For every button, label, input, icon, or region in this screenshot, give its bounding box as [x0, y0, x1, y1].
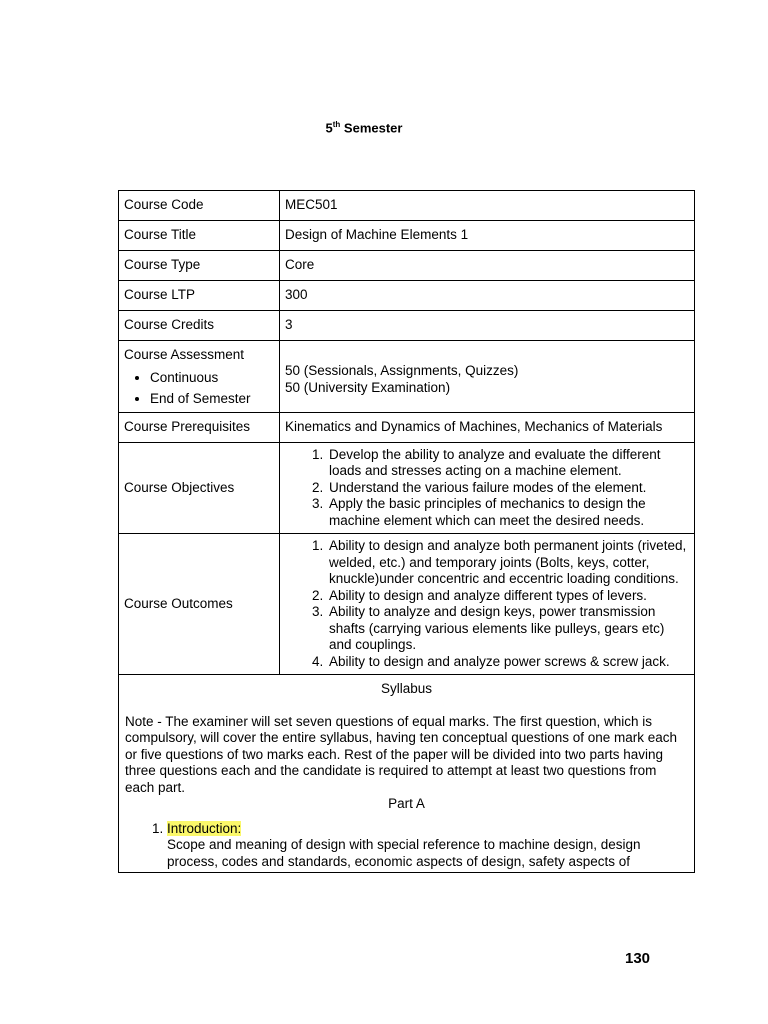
course-assessment-label: Course Assessment: [124, 347, 245, 362]
assessment-list: [124, 367, 274, 409]
topic-description: Scope and meaning of design with special reference to machine design, design process, codes and standards, economic aspects of design, safety aspects of: [167, 837, 641, 869]
course-code-value: MEC501: [280, 191, 695, 221]
course-credits-label: Course Credits: [119, 311, 280, 341]
list-item: 3. Apply the basic principles of mechanics to design the machine element which can meet the desired needs.: [327, 496, 689, 529]
syllabus-topic-list: [125, 821, 688, 871]
row-course-credits: [119, 311, 695, 341]
row-course-objectives: [119, 442, 695, 534]
list-item: 2. Ability to design and analyze different types of levers.: [327, 588, 689, 605]
syllabus-note: [125, 714, 688, 797]
course-outcomes-label: Course Outcomes: [119, 534, 280, 675]
objectives-list: [285, 447, 689, 530]
row-course-outcomes: [119, 534, 695, 675]
course-code-label: Course Code: [119, 191, 280, 221]
course-ltp-value: 300: [280, 281, 695, 311]
assessment-item-continuous: • Continuous: [150, 367, 274, 388]
course-type-label: Course Type: [119, 251, 280, 281]
course-assessment-cell: [119, 341, 280, 413]
semester-heading: 5th Semester: [325, 120, 403, 136]
assessment-value-continuous: 50 (Sessionals, Assignments, Quizzes): [285, 363, 519, 378]
row-course-title: [119, 221, 695, 251]
part-a-heading: Part A: [388, 796, 425, 811]
assessment-item-end-semester: • End of Semester: [150, 388, 274, 409]
course-table: [118, 190, 695, 873]
course-ltp-label: Course LTP: [119, 281, 280, 311]
row-course-prerequisites: [119, 412, 695, 442]
page-number: 130: [625, 950, 651, 967]
course-type-value: Core: [280, 251, 695, 281]
outcomes-list: [285, 538, 689, 670]
syllabus-topic: [167, 821, 688, 871]
course-title-label: Course Title: [119, 221, 280, 251]
row-syllabus: [119, 675, 695, 873]
course-objectives-label: Course Objectives: [119, 442, 280, 534]
row-course-assessment: [119, 341, 695, 413]
row-course-ltp: [119, 281, 695, 311]
list-item: 1. Ability to design and analyze both permanent joints (riveted, welded, etc.) and temporary joints (Bolts, keys, cotter, knuckle)under concentric and eccentric loading conditions.: [327, 538, 689, 588]
note-text: The examiner will set seven questions of equal marks. The first question, which is compulsory, will cover the entire syllabus, having ten conceptual questions of one mark each or five questions of two marks each. Rest of the paper will be divided into two parts having three questions each and the candidate is required to attempt at least two questions from each part.: [125, 713, 678, 795]
course-objectives-value: [280, 442, 695, 534]
course-assessment-values: [280, 341, 695, 413]
list-item: 1. Develop the ability to analyze and evaluate the different loads and stresses acting on a machine element.: [327, 447, 689, 480]
row-course-code: [119, 191, 695, 221]
course-prereq-value: Kinematics and Dynamics of Machines, Mechanics of Materials: [280, 412, 695, 442]
note-label: Note -: [125, 713, 162, 729]
course-title-value: Design of Machine Elements 1: [280, 221, 695, 251]
course-outcomes-value: [280, 534, 695, 675]
list-item: 2. Understand the various failure modes of the element.: [327, 480, 689, 497]
list-item: 3. Ability to analyze and design keys, power transmission shafts (carrying various elements like pulleys, gears etc) and couplings.: [327, 604, 689, 654]
list-item: 4. Ability to design and analyze power screws & screw jack.: [327, 654, 689, 671]
row-course-type: [119, 251, 695, 281]
syllabus-cell: [119, 675, 695, 873]
course-credits-value: 3: [280, 311, 695, 341]
course-prereq-label: Course Prerequisites: [119, 412, 280, 442]
topic-title-highlighted: Introduction:: [167, 820, 242, 836]
assessment-value-end-semester: 50 (University Examination): [285, 379, 451, 395]
syllabus-title: Syllabus: [380, 681, 433, 696]
